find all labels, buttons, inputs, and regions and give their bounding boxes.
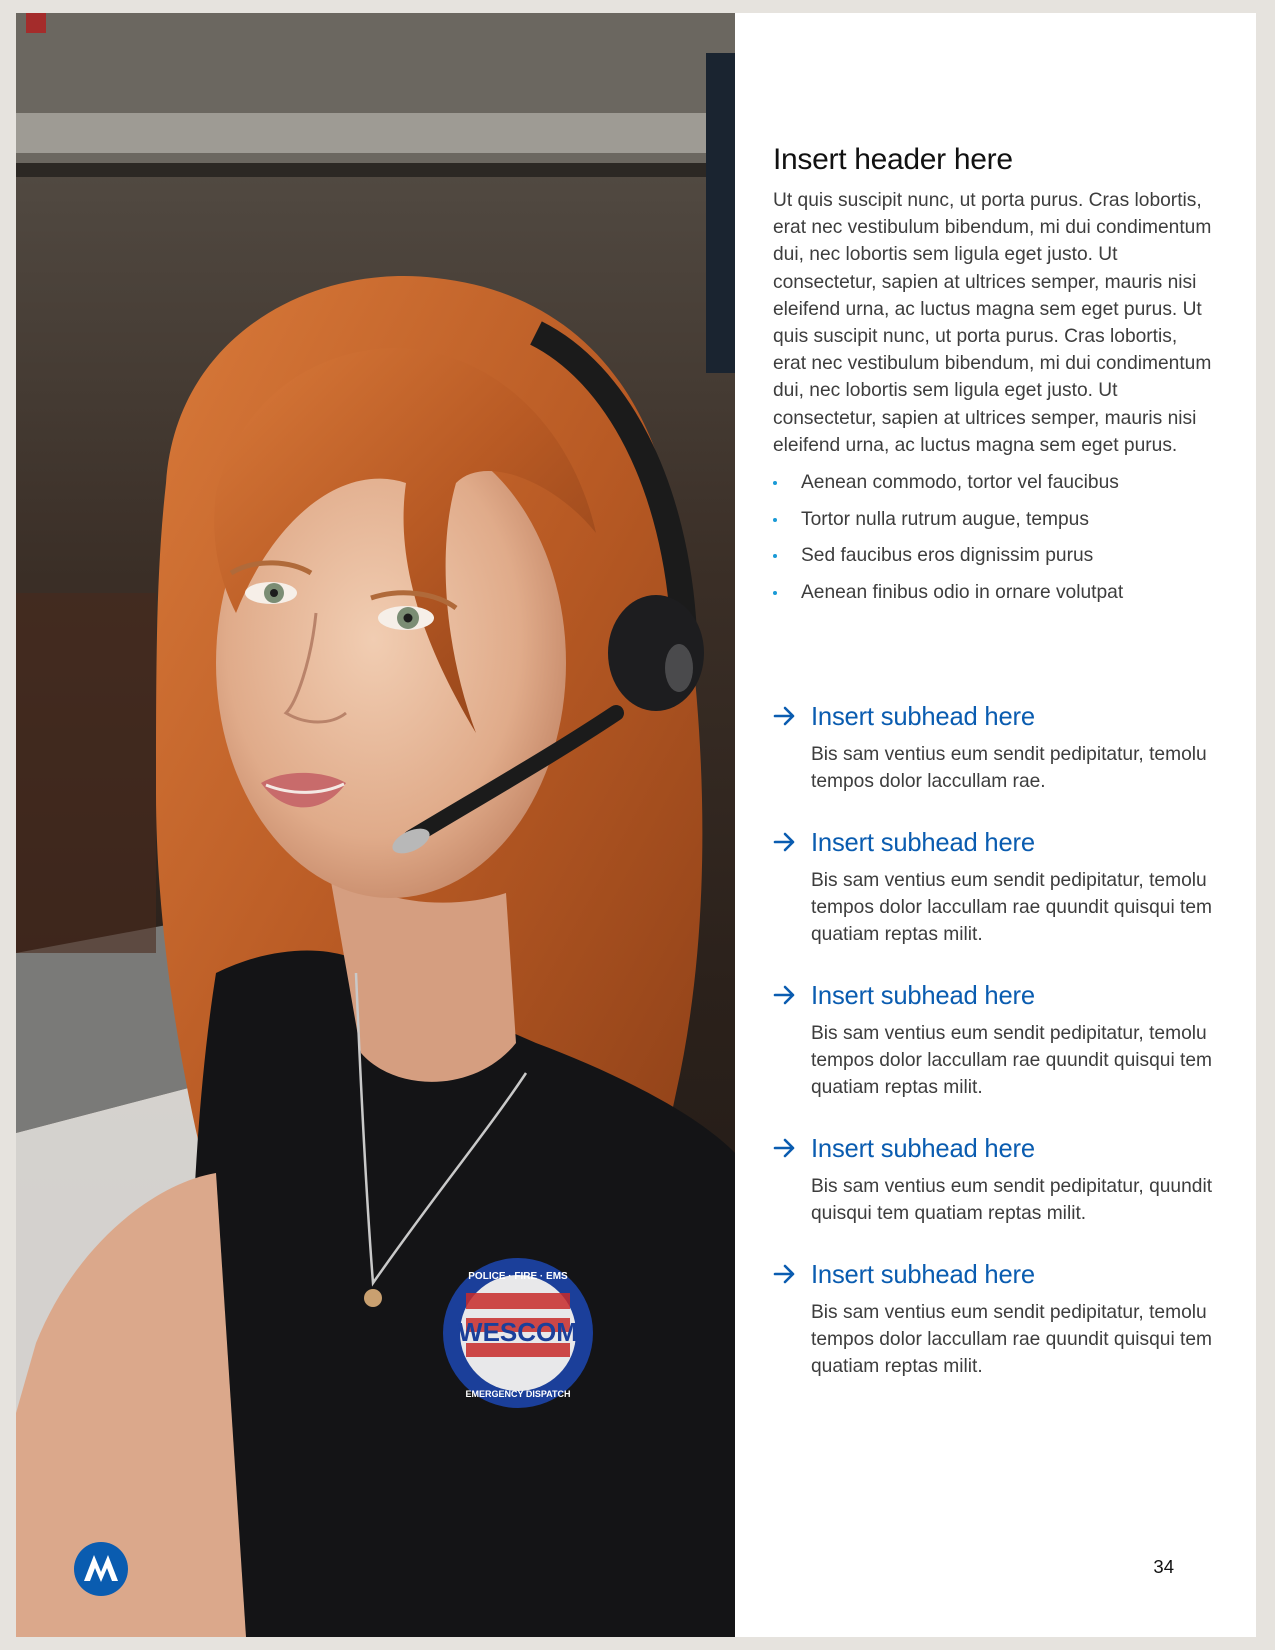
intro-paragraph: Ut quis suscipit nunc, ut porta purus. Cras lobortis, erat nec vestibulum bibendum, mi dui condimentum dui, nec lobortis sem ligula eget justo. Ut consectetur, sapien at ultrices semper, mauris nisi eleifend urna, ac luctus magna sem eget purus. Ut quis suscipit nunc, ut porta purus. Cras lobortis, erat nec vestibulum bibendum, mi dui condimentum dui, nec lobortis sem ligula eget justo. Ut consectetur, sapien at ultrices semper, mauris nisi eleifend urna, ac luctus magna sem eget purus. <box>773 190 1212 456</box>
bullet-text: Sed faucibus eros dignissim purus <box>801 545 1094 567</box>
motorola-logo-icon <box>74 1542 128 1596</box>
bullet-list <box>773 469 1213 606</box>
subhead-title: Insert subhead here <box>811 982 1035 1010</box>
patch-bottom-text: EMERGENCY DISPATCH <box>465 1389 571 1399</box>
bullet-item <box>773 579 1213 606</box>
subhead-section <box>773 701 1233 795</box>
arrow-right-icon <box>773 1264 797 1284</box>
subhead-section <box>773 1259 1233 1380</box>
subhead-title: Insert subhead here <box>811 1135 1035 1163</box>
bullet-item <box>773 469 1213 496</box>
photo-illustration <box>16 13 735 1637</box>
patch-center-text: WESCOM <box>458 1317 578 1347</box>
subhead-title: Insert subhead here <box>811 829 1035 857</box>
page-header: Insert header here <box>773 143 1013 176</box>
bullet-dot-icon <box>773 481 777 485</box>
bullet-item <box>773 542 1213 569</box>
arrow-right-icon <box>773 832 797 852</box>
subhead-sections <box>773 701 1233 1380</box>
bullet-dot-icon <box>773 554 777 558</box>
subhead-section <box>773 827 1233 948</box>
subhead-body: Bis sam ventius eum sendit pedipitatur, temolu tempos dolor laccullam rae quundit quisqui tem quatiam reptas milit. <box>811 870 1213 945</box>
subhead-section <box>773 1133 1233 1227</box>
subhead-body: Bis sam ventius eum sendit pedipitatur, temolu tempos dolor laccullam rae quundit quisqui tem quatiam reptas milit. <box>811 1302 1213 1377</box>
intro-block <box>773 143 1213 615</box>
arrow-right-icon <box>773 985 797 1005</box>
bullet-dot-icon <box>773 591 777 595</box>
bullet-dot-icon <box>773 518 777 522</box>
subhead-title: Insert subhead here <box>811 703 1035 731</box>
subhead-section <box>773 980 1233 1101</box>
bullet-text: Aenean finibus odio in ornare volutpat <box>801 581 1124 603</box>
bullet-text: Tortor nulla rutrum augue, tempus <box>801 508 1089 530</box>
dispatcher-photo <box>16 13 735 1637</box>
subhead-title: Insert subhead here <box>811 1261 1035 1289</box>
arrow-right-icon <box>773 1138 797 1158</box>
photo-shirt-patch <box>443 1258 593 1408</box>
arrow-right-icon <box>773 706 797 726</box>
photo-monitor <box>706 53 735 373</box>
bullet-text: Aenean commodo, tortor vel faucibus <box>801 472 1119 494</box>
subhead-body: Bis sam ventius eum sendit pedipitatur, quundit quisqui tem quatiam reptas milit. <box>811 1176 1213 1224</box>
subhead-body: Bis sam ventius eum sendit pedipitatur, temolu tempos dolor laccullam rae quundit quisqui tem quatiam reptas milit. <box>811 1023 1213 1098</box>
subhead-body: Bis sam ventius eum sendit pedipitatur, temolu tempos dolor laccullam rae. <box>811 744 1207 792</box>
bullet-item <box>773 506 1213 533</box>
page-number: 34 <box>1153 1556 1174 1577</box>
page <box>16 13 1256 1637</box>
patch-top-text: POLICE · FIRE · EMS <box>468 1271 568 1282</box>
